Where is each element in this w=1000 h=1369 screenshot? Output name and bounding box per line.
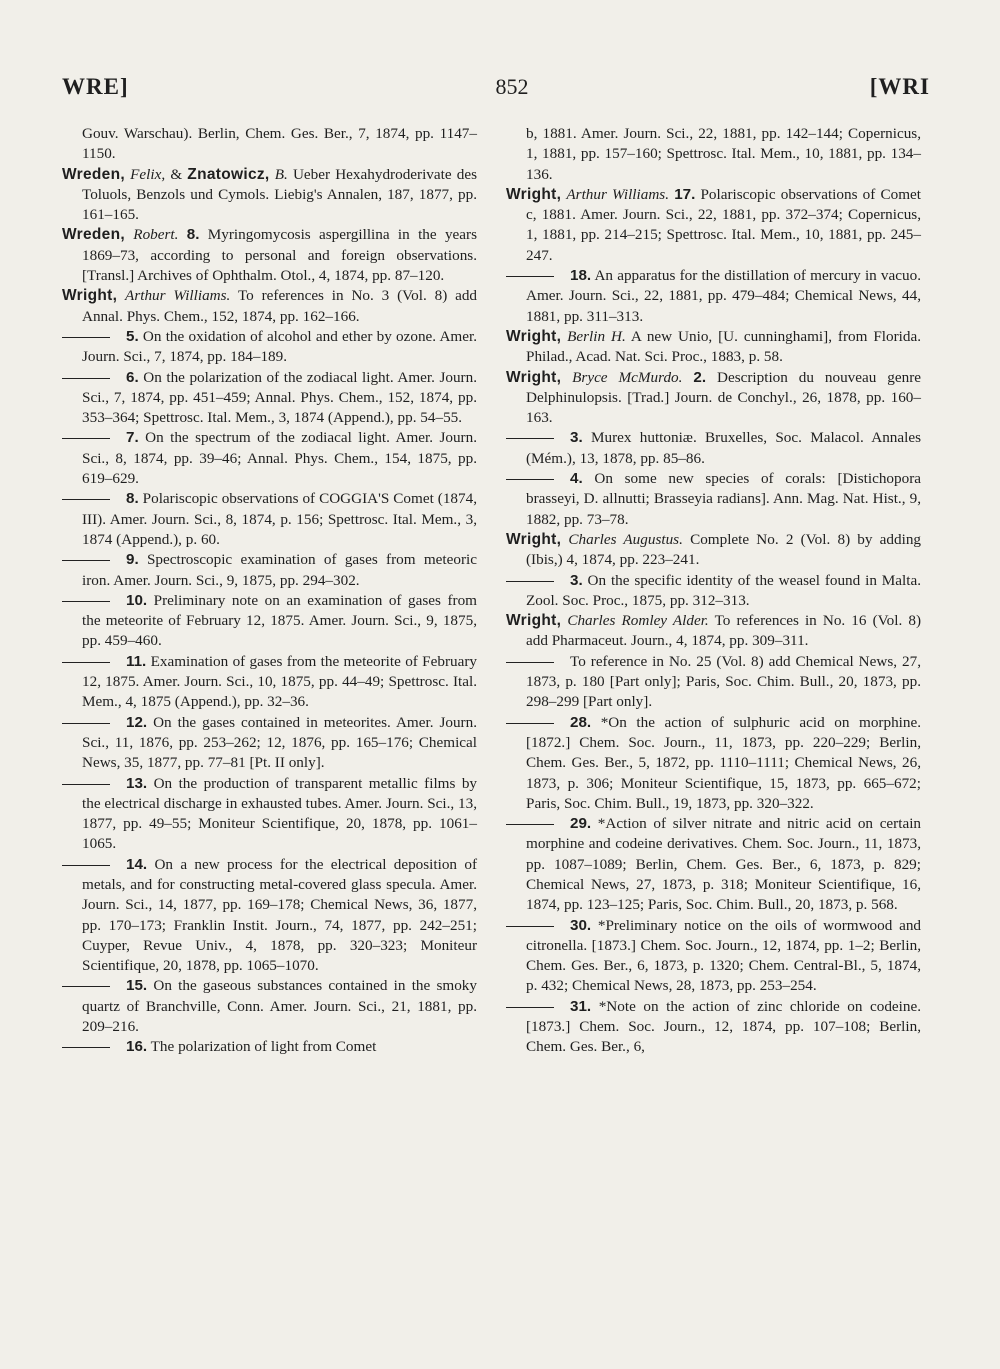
entry-text: Ueber Hexahydroderivate des Toluols, Benzols und Cymols. Liebig's Annalen, 187, 1877, pp. 161–165. <box>82 165 478 224</box>
ditto-rule <box>62 378 110 379</box>
ditto-rule <box>62 337 110 338</box>
bibliography-entry <box>506 530 921 571</box>
entry-text: *Action of silver nitrate and nitric acid on certain morphine and codeine derivatives. Chem. Soc. Journ., 11, 1873, pp. 1087–1089; Berlin, Chem. Ges. Ber., 6, 1873, p. 829; Chemical News, 27, 1873, p. 318; Moniteur Scientifique, 16, 1874, pp. 123–125; Paris, Soc. Chim. Bull., 20, 1873, p. 568. <box>526 815 922 914</box>
bibliography-entry <box>62 286 477 327</box>
ditto-rule <box>62 1047 110 1048</box>
entry-number: 29. <box>570 815 592 833</box>
sub-entry <box>506 997 921 1058</box>
entry-text: Spectroscopic examination of gases from meteoric iron. Amer. Journ. Sci., 9, 1875, pp. 294–302. <box>82 551 477 589</box>
author-given-name: Charles Augustus. <box>568 530 683 548</box>
ditto-rule <box>506 581 554 582</box>
sub-entry <box>62 976 477 1037</box>
sub-entry <box>62 652 477 713</box>
sub-entry <box>506 428 921 469</box>
entry-text: Preliminary note on an examination of gases from the meteorite of February 12, 1875. Amer. Journ. Sci., 9, 1875, pp. 459–460. <box>82 591 477 650</box>
sub-entry <box>62 489 477 550</box>
entry-number: 3. <box>570 571 583 589</box>
sub-entry <box>62 1037 477 1057</box>
sub-entry <box>62 774 477 855</box>
ditto-rule <box>62 784 110 785</box>
entry-number: 31. <box>570 997 592 1015</box>
left-column <box>62 124 477 1058</box>
author-joiner: & <box>170 165 188 183</box>
entry-number: 18. <box>570 267 592 285</box>
entry-number: 10. <box>126 591 148 609</box>
entry-text: On the production of transparent metallic films by the electrical discharge in exhausted tubes. Amer. Journ. Sci., 13, 1877, pp. 49–55; Moniteur Scientifique, 20, 1878, pp. 1061–1065. <box>82 774 478 853</box>
sub-entry <box>62 855 477 977</box>
entry-number: 4. <box>570 470 583 488</box>
entry-text: *Note on the action of zinc chloride on codeine. [1873.] Chem. Soc. Journ., 12, 1874, pp. 107–108; Berlin, Chem. Ges. Ber., 6, <box>526 997 921 1056</box>
sub-entry <box>506 916 921 997</box>
entry-text: Polariscopic observations of Comet c, 1881. Amer. Journ. Sci., 22, 1881, pp. 372–374; Copernicus, 1, 1881, pp. 214–215; Spettrosc. Ital. Mem., 10, 1881, pp. 245–247. <box>526 185 921 264</box>
ditto-rule <box>506 662 554 663</box>
entry-text: Complete No. 2 (Vol. 8) by adding (Ibis,) 4, 1874, pp. 223–241. <box>526 530 922 569</box>
entry-text: The polarization of light from Comet <box>150 1038 377 1056</box>
entry-text: On the gases contained in meteorites. Amer. Journ. Sci., 11, 1876, pp. 253–262; 12, 1876, pp. 165–176; Chemical News, 35, 1877, pp. 77–81 [Pt. II only]. <box>82 713 477 772</box>
sub-entry <box>62 368 477 429</box>
ditto-rule <box>62 662 110 663</box>
sub-entry <box>506 266 921 327</box>
entry-text: A new Unio, [U. cunninghami], from Florida. Philad., Acad. Nat. Sci. Proc., 1883, p. 58. <box>526 327 921 366</box>
author-given-name: Arthur Williams. <box>566 185 670 203</box>
ditto-rule <box>62 560 110 561</box>
author-surname: Wright, <box>506 530 562 548</box>
entry-text: *Preliminary notice on the oils of wormwood and citronella. [1873.] Chem. Soc. Journ., 12, 1874, pp. 1–2; Berlin, Chem. Ges. Ber., 6, 1873, p. 1320; Chem. Central-Bl., 5, 1874, p. 432; Chemical News, 28, 1873, pp. 253–254. <box>526 916 922 995</box>
right-column <box>506 124 921 1058</box>
sub-entry <box>506 652 921 713</box>
ditto-rule <box>62 438 110 439</box>
ditto-rule <box>506 276 554 277</box>
entry-text: Gouv. Warschau). Berlin, Chem. Ges. Ber., 7, 1874, pp. 1147–1150. <box>82 125 477 163</box>
header-right-guide: [WRI <box>869 74 930 99</box>
sub-entry <box>506 469 921 530</box>
author-given-name: Berlin H. <box>567 327 626 345</box>
entry-text: Murex huttoniæ. Bruxelles, Soc. Malacol. Annales (Mém.), 13, 1878, pp. 85–86. <box>526 429 921 467</box>
sub-entry <box>62 428 477 489</box>
entry-text: On a new process for the electrical deposition of metals, and for constructing metal-covered glass specula. Amer. Journ. Sci., 14, 1877, pp. 169–178; Chemical News, 36, 1877, pp. 170–173; Franklin Instit. Journ., 74, 1877, pp. 242–251; Cuyper, Revue Univ., 4, 1878, pp. 320–323; Moniteur Scientifique, 20, 1878, pp. 1065–1070. <box>82 855 477 975</box>
ditto-rule <box>62 723 110 724</box>
bibliography-entry <box>506 327 921 368</box>
bibliography-entry <box>506 185 921 266</box>
sub-entry <box>506 571 921 612</box>
entry-text: To reference in No. 25 (Vol. 8) add Chemical News, 27, 1873, p. 180 [Part only]; Paris, Soc. Chim. Bull., 20, 1873, pp. 298–299 [Part only]. <box>526 652 921 711</box>
author-surname: Wright, <box>506 368 562 386</box>
entry-text: To references in No. 16 (Vol. 8) add Pharmaceut. Journ., 4, 1874, pp. 309–311. <box>526 612 922 650</box>
entry-number: 3. <box>570 429 583 447</box>
ditto-rule <box>62 601 110 602</box>
author-given-name: Bryce McMurdo. <box>572 368 683 386</box>
entry-number: 13. <box>126 774 148 792</box>
entry-number: 9. <box>126 551 139 569</box>
author-surname: Wright, <box>506 612 562 630</box>
ditto-rule <box>506 438 554 439</box>
entry-text: Description du nouveau genre Delphinulopsis. [Trad.] Journ. de Conchyl., 26, 1878, pp. 160–163. <box>526 368 922 427</box>
sub-entry <box>506 814 921 915</box>
entry-number: 8. <box>126 490 139 508</box>
ditto-rule <box>506 824 554 825</box>
sub-entry <box>62 713 477 774</box>
entry-text: To references in No. 3 (Vol. 8) add Annal. Phys. Chem., 152, 1874, pp. 162–166. <box>82 287 478 325</box>
bibliography-entry <box>62 225 477 286</box>
author-surname: Wreden, <box>62 165 125 183</box>
sub-entry <box>506 713 921 814</box>
entry-text: On some new species of corals: [Distichopora brasseyi, D. allnutti; Brasseyia radians]. Ann. Mag. Nat. Hist., 9, 1882, pp. 73–78. <box>526 470 921 528</box>
entry-text: On the oxidation of alcohol and ether by ozone. Amer. Journ. Sci., 7, 1874, pp. 184–189. <box>82 327 477 366</box>
entry-number: 8. <box>186 226 200 244</box>
ditto-rule <box>62 986 110 987</box>
author-given-name: Robert. <box>133 226 179 244</box>
entry-text: On the gaseous substances contained in the smoky quartz of Branchville, Conn. Amer. Journ. Sci., 21, 1881, pp. 209–216. <box>82 977 477 1036</box>
entry-number: 7. <box>126 429 139 447</box>
entry-text: On the spectrum of the zodiacal light. Amer. Journ. Sci., 8, 1874, pp. 39–46; Annal. Phys. Chem., 154, 1875, pp. 619–629. <box>82 429 477 488</box>
entry-text: On the specific identity of the weasel found in Malta. Zool. Soc. Proc., 1875, pp. 312–313. <box>526 571 921 609</box>
sub-entry <box>62 550 477 591</box>
entry-number: 28. <box>570 713 592 731</box>
ditto-rule <box>62 865 110 866</box>
entry-text: Polariscopic observations of COGGIA'S Comet (1874, III). Amer. Journ. Sci., 8, 1874, p. 156; Spettrosc. Ital. Mem., 3, 1874 (Append.), p. 60. <box>82 490 478 548</box>
sub-entry <box>62 591 477 652</box>
entry-number: 14. <box>126 855 148 873</box>
header-left-guide: WRE] <box>62 74 129 99</box>
page-number: 852 <box>495 74 529 99</box>
entry-text: Myringomycosis aspergillina in the years 1869–73, according to personal and foreign observations. [Transl.] Archives of Ophthalm. Otol., 4, 1874, pp. 87–120. <box>82 226 477 285</box>
entry-number: 17. <box>674 185 696 203</box>
author-surname: Wright, <box>506 185 562 203</box>
entry-number: 6. <box>126 368 139 386</box>
entry-number: 15. <box>126 977 148 995</box>
entry-text: Examination of gases from the meteorite of February 12, 1875. Amer. Journ. Sci., 10, 1875, pp. 44–49; Spettrosc. Ital. Mem., 4, 1875 (Append.), pp. 32–36. <box>82 652 478 711</box>
sub-entry <box>62 327 477 368</box>
entry-number: 30. <box>570 916 592 934</box>
entry-text: On the polarization of the zodiacal light. Amer. Journ. Sci., 7, 1874, pp. 451–459; Annal. Phys. Chem., 152, 1874, pp. 353–364; Spettrosc. Ital. Mem., 3, 1874 (Append.), pp. 54–55. <box>82 368 477 427</box>
author-surname: Wright, <box>62 287 118 305</box>
entry-continuation <box>506 124 921 185</box>
author-surname: Wreden, <box>62 226 125 244</box>
author-given-name: Arthur Williams. <box>125 287 231 305</box>
bibliography-entry <box>506 611 921 652</box>
entry-number: 16. <box>126 1038 148 1056</box>
author-surname: Wright, <box>506 327 562 345</box>
coauthor-surname: Znatowicz, <box>187 165 270 183</box>
ditto-rule <box>506 723 554 724</box>
entry-number: 11. <box>126 652 147 670</box>
entry-text: b, 1881. Amer. Journ. Sci., 22, 1881, pp. 142–144; Copernicus, 1, 1881, pp. 157–160; Spettrosc. Ital. Mem., 10, 1881, pp. 134–136. <box>526 125 921 183</box>
entry-number: 2. <box>693 368 707 386</box>
running-header <box>62 74 930 114</box>
entry-number: 5. <box>126 327 139 345</box>
entry-continuation <box>62 124 477 165</box>
author-given-name: Felix, <box>130 165 166 183</box>
ditto-rule <box>506 1007 554 1008</box>
author-given-name: Charles Romley Alder. <box>567 612 709 630</box>
entry-text: An apparatus for the distillation of mercury in vacuo. Amer. Journ. Sci., 22, 1881, pp. 479–484; Chemical News, 44, 1881, pp. 311–313. <box>526 267 921 325</box>
entry-text: *On the action of sulphuric acid on morphine. [1872.] Chem. Soc. Journ., 11, 1873, pp. 220–229; Berlin, Chem. Ges. Ber., 5, 1872, pp. 1110–1111; Chemical News, 26, 1873, p. 306; Moniteur Scientifique, 15, 1873, pp. 665–672; Paris, Soc. Chim. Bull., 19, 1873, pp. 320–322. <box>526 713 922 812</box>
ditto-rule <box>62 499 110 500</box>
ditto-rule <box>506 926 554 927</box>
entry-number: 12. <box>126 713 148 731</box>
bibliography-entry <box>506 368 921 429</box>
ditto-rule <box>506 479 554 480</box>
bibliography-entry <box>62 165 477 226</box>
coauthor-given-name: B. <box>274 165 288 183</box>
